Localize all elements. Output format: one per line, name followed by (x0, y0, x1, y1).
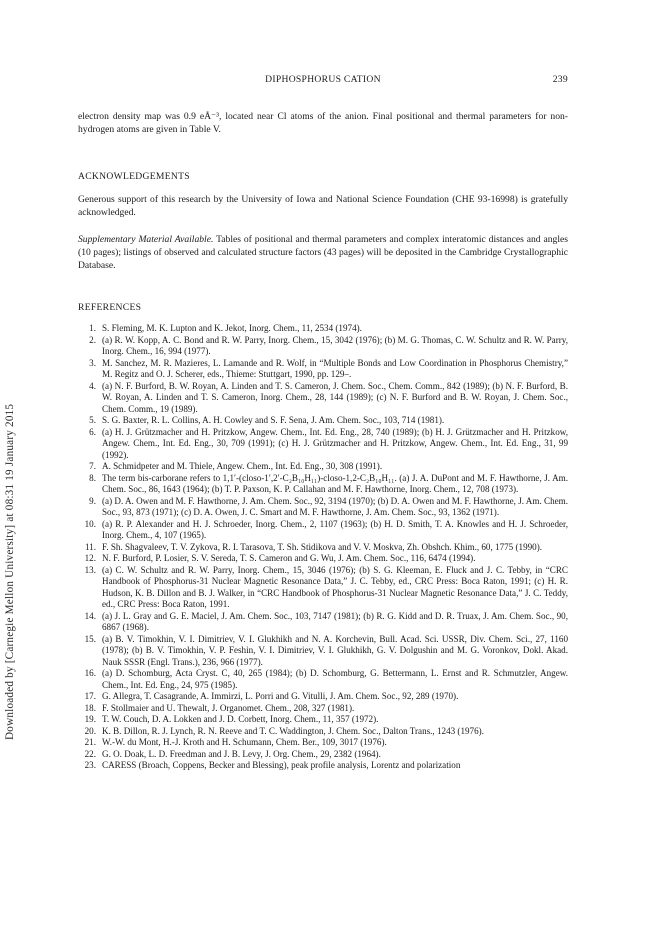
reference-text: (a) B. V. Timokhin, V. I. Dimitriev, V. I. Glukhikh and N. A. Korchevin, Bull. Acad. Sci. USSR, Div. Chem. Sci., 27, 1160 (1978); (b) B. V. Timokhin, V. P. Feshin, V. I. Dimitriev, V. I. Glukhikh, G. V. Dolgushin and M. G. Voronkov, Dokl. Akad. Nauk SSSR (Engl. Trans.), 236, 966 (1977). (102, 633, 568, 667)
reference-item (78, 760, 568, 772)
reference-number: 10. (84, 518, 96, 529)
reference-text: (a) N. F. Burford, B. W. Royan, A. Linden and T. S. Cameron, J. Chem. Soc., Chem. Comm., 842 (1989); (b) N. F. Burford, B. W. Royan, A. Linden and T. S. Cameron, Inorg. Chem., 28, 144 (1989); (c) N. F. Burford and B. W. Royan, J. Chem. Soc., Chem. Comm., 19 (1989). (102, 380, 568, 414)
reference-number: 6. (89, 426, 96, 437)
reference-text: (a) J. L. Gray and G. E. Maciel, J. Am. Chem. Soc., 103, 7147 (1981); (b) R. G. Kidd and D. R. Truax, J. Am. Chem. Soc., 90, 6867 (1968). (102, 610, 568, 632)
reference-number: 11. (84, 541, 96, 552)
reference-number: 12. (84, 553, 96, 563)
reference-text: (a) R. W. Kopp, A. C. Bond and R. W. Parry, Inorg. Chem., 15, 3042 (1976); (b) M. G. Thomas, C. W. Schultz and R. W. Parry, Inorg. Chem., 16, 994 (1977). (102, 334, 568, 356)
reference-number: 15. (84, 633, 96, 644)
reference-item (78, 634, 568, 669)
reference-item (78, 381, 568, 416)
reference-number: 21. (84, 737, 96, 747)
reference-item (78, 335, 568, 358)
reference-item (78, 714, 568, 726)
supplementary-label: Supplementary Material Available. (78, 234, 214, 245)
reference-number: 19. (84, 714, 96, 724)
reference-text: W.-W. du Mont, H.-J. Kroth and H. Schumann, Chem. Ber., 109, 3017 (1976). (102, 737, 387, 747)
reference-item (78, 427, 568, 462)
reference-number: 13. (84, 564, 96, 575)
reference-number: 4. (89, 380, 96, 391)
reference-item (78, 565, 568, 611)
page-number: 239 (552, 74, 568, 85)
reference-item (78, 703, 568, 715)
reference-text: (a) C. W. Schultz and R. W. Parry, Inorg. Chem., 15, 3046 (1976); (b) S. G. Kleeman, E. Fluck and J. C. Tebby, in “CRC Handbook of Phosphorus-31 Nuclear Magnetic Resonance Data,” J. C. Tebby, ed., CRC Press: Boca Raton, 1991; (c) H. R. Hudson, K. B. Dillon and B. J. Walker, in “CRC Handbook of Phosphorus-31 Nuclear Magnetic Resonance Data,” J. C. Teddy, ed., CRC Press: Boca Raton, 1991. (102, 564, 568, 609)
reference-number: 17. (84, 691, 96, 701)
reference-item (78, 415, 568, 427)
reference-number: 2. (89, 334, 96, 345)
acknowledgements-heading: ACKNOWLEDGEMENTS (78, 171, 190, 182)
reference-text: (a) R. P. Alexander and H. J. Schroeder, Inorg. Chem., 2, 1107 (1963); (b) H. D. Smith, T. A. Knowles and H. J. Schroeder, Inorg. Chem., 4, 107 (1965). (102, 518, 568, 540)
reference-item (78, 749, 568, 761)
reference-text: The term bis-carborane refers to 1,1′-(closo-1′,2′-C₂B₁₀H₁₁)-closo-1,2-C₂B₁₀H₁₁. (a) J. A. DuPont and M. F. Hawthorne, J. Am. Chem. Soc., 86, 1643 (1964); (b) T. P. Paxson, K. P. Callahan and M. F. Hawthorne, Inorg. Chem., 12, 708 (1973). (102, 472, 568, 494)
reference-number: 16. (84, 668, 96, 678)
reference-item (78, 358, 568, 381)
download-watermark: Downloaded by [Carnegie Mellon University] at 08:31 19 January 2015 (4, 403, 16, 740)
reference-text: N. F. Burford, P. Losier, S. V. Sereda, T. S. Cameron and G. Wu, J. Am. Chem. Soc., 116, 6474 (1994). (102, 553, 476, 563)
reference-text: CARESS (Broach, Coppens, Becker and Blessing), peak profile analysis, Lorentz and polarization (102, 760, 461, 770)
reference-item (78, 519, 568, 542)
reference-item (78, 323, 568, 335)
references-list (78, 323, 568, 772)
reference-item (78, 553, 568, 565)
reference-number: 18. (84, 702, 96, 713)
reference-item (78, 737, 568, 749)
reference-item (78, 611, 568, 634)
reference-text: S. G. Baxter, R. L. Collins, A. H. Cowley and S. F. Sena, J. Am. Chem. Soc., 103, 714 (1981). (102, 415, 445, 425)
reference-text: (a) H. J. Grützmacher and H. Pritzkow, Angew. Chem., Int. Ed. Eng., 28, 740 (1989); (b) H. J. Grützmacher and H. Pritzkow, Angew. Chem., Int. Ed. Eng., 30, 709 (1991); (c) H. J. Grützmacher and H. Pritzkow, Angew. Chem., Int. Ed. Eng., 31, 99 (1992). (102, 426, 568, 460)
reference-number: 9. (89, 495, 96, 506)
reference-text: A. Schmidpeter and M. Thiele, Angew. Chem., Int. Ed. Eng., 30, 308 (1991). (102, 461, 383, 471)
reference-text: G. Allegra, T. Casagrande, A. Immirzi, L. Porri and G. Vitulli, J. Am. Chem. Soc., 92, 289 (1970). (102, 691, 459, 701)
reference-item (78, 542, 568, 554)
intro-paragraph: electron density map was 0.9 eÅ⁻³, located near Cl atoms of the anion. Final positional and thermal parameters for non-hydrogen atoms are given in Table V. (78, 111, 568, 135)
reference-number: 7. (89, 461, 96, 471)
supplementary-paragraph (78, 233, 568, 272)
reference-item (78, 461, 568, 473)
reference-number: 14. (84, 610, 96, 621)
reference-text: (a) D. Schomburg, Acta Cryst. C, 40, 265 (1984); (b) D. Schomburg, G. Bettermann, L. Ernst and R. Schmutzler, Angew. Chem., Int. Ed. Eng., 24, 975 (1985). (102, 668, 568, 690)
reference-text: F. Sh. Shagvaleev, T. V. Zykova, R. I. Tarasova, T. Sh. Stidikova and V. V. Moskva, Zh. Obshch. Khim., 60, 1775 (1990). (102, 541, 543, 552)
references-heading: REFERENCES (78, 302, 142, 313)
reference-number: 23. (84, 760, 96, 770)
supplementary-text: Tables of positional and thermal parameters and complex interatomic distances and angles (10 pages); listings of observed and calculated structure factors (43 pages) will be deposited in the Cambridge Crystallographic Database. (78, 234, 568, 271)
reference-number: 8. (89, 472, 96, 483)
reference-item (78, 496, 568, 519)
reference-text: (a) D. A. Owen and M. F. Hawthorne, J. Am. Chem. Soc., 92, 3194 (1970); (b) D. A. Owen and M. F. Hawthorne, J. Am. Chem. Soc., 93, 873 (1971); (c) D. A. Owen, J. C. Smart and M. F. Hawthorne, J. Am. Chem. Soc., 93, 1362 (1971). (102, 495, 568, 517)
reference-number: 5. (89, 415, 96, 425)
reference-text: M. Sanchez, M. R. Mazieres, L. Lamande and R. Wolf, in “Multiple Bonds and Low Coordination in Phosphorus Chemistry,” M. Regitz and O. J. Scherer, eds., Thieme: Stuttgart, 1990, pp. 129–. (102, 357, 568, 379)
reference-number: 1. (89, 323, 96, 333)
reference-text: G. O. Doak, L. D. Freedman and J. B. Levy, J. Org. Chem., 29, 2382 (1964). (102, 748, 381, 759)
reference-number: 3. (89, 357, 96, 368)
reference-item (78, 691, 568, 703)
reference-text: K. B. Dillon, R. J. Lynch, R. N. Reeve and T. C. Waddington, J. Chem. Soc., Dalton Trans., 1243 (1976). (102, 725, 484, 736)
acknowledgements-text: Generous support of this research by the University of Iowa and National Science Foundation (CHE 93-16998) is gratefully acknowledged. (78, 194, 568, 218)
reference-text: S. Fleming, M. K. Lupton and K. Jekot, Inorg. Chem., 11, 2534 (1974). (102, 323, 362, 333)
reference-item (78, 726, 568, 738)
running-title: DIPHOSPHORUS CATION (265, 74, 381, 85)
reference-text: T. W. Couch, D. A. Lokken and J. D. Corbett, Inorg. Chem., 11, 357 (1972). (102, 714, 379, 724)
reference-number: 20. (84, 725, 96, 736)
reference-item (78, 473, 568, 496)
running-head (78, 74, 568, 88)
reference-number: 22. (84, 748, 96, 759)
reference-item (78, 668, 568, 691)
reference-text: F. Stollmaier and U. Thewalt, J. Organomet. Chem., 208, 327 (1981). (102, 702, 355, 713)
